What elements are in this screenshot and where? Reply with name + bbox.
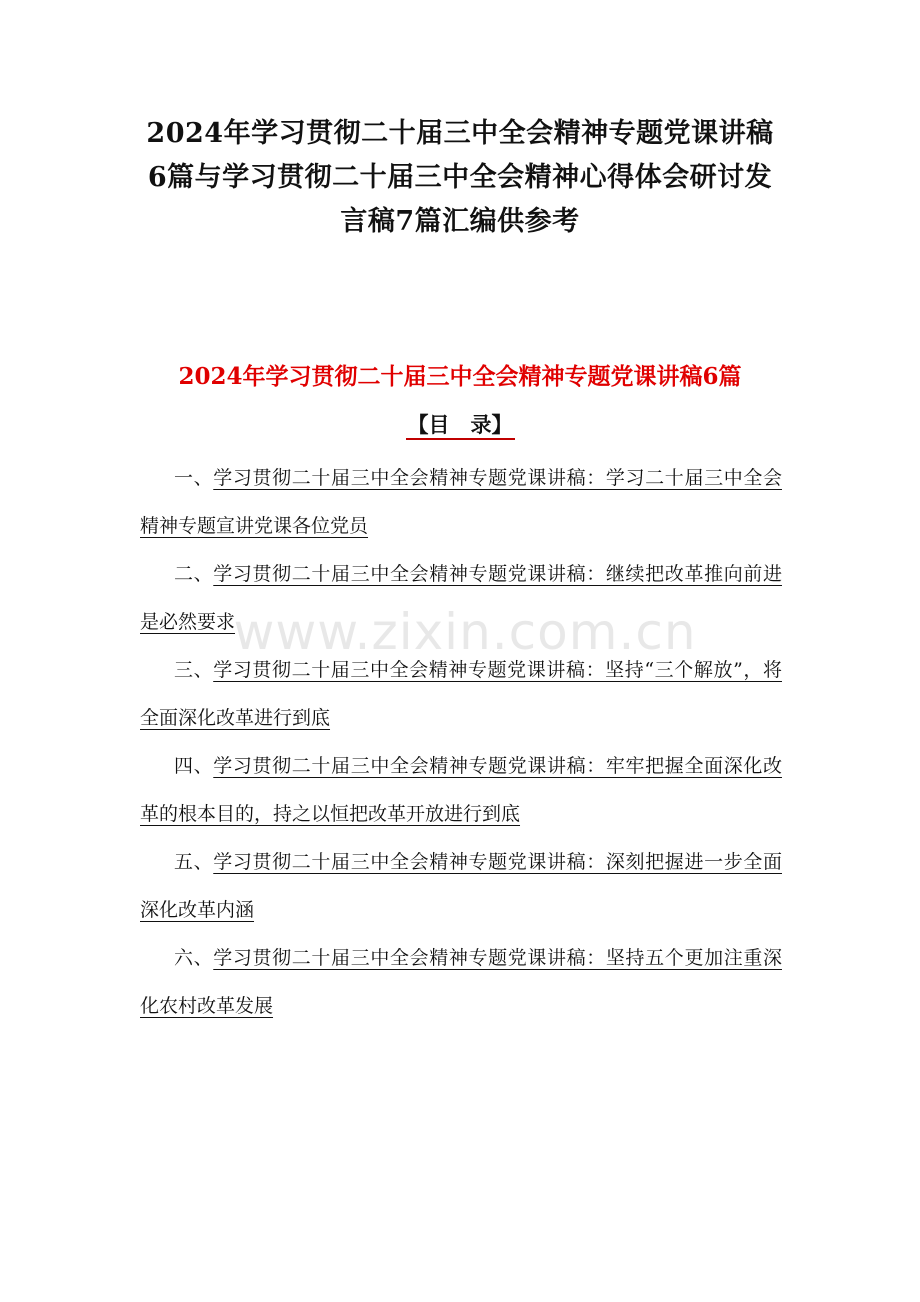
toc-item-link[interactable]: 学习贯彻二十届三中全会精神专题党课讲稿：坚持五个更加注重深化农村改革发展 (140, 947, 782, 1017)
watermark: www.zixin.com.cn (233, 603, 697, 661)
toc-item-link[interactable]: 学习贯彻二十届三中全会精神专题党课讲稿：学习二十届三中全会精神专题宣讲党课各位党员 (140, 467, 782, 537)
section-heading: 2024年学习贯彻二十届三中全会精神专题党课讲稿6篇 (178, 363, 742, 390)
toc-item-link[interactable]: 学习贯彻二十届三中全会精神专题党课讲稿：坚持“三个解放”，将全面深化改革进行到底 (140, 659, 782, 729)
toc-item-2 (140, 550, 782, 646)
table-of-contents (140, 454, 782, 1030)
toc-item-link[interactable]: 学习贯彻二十届三中全会精神专题党课讲稿：继续把改革推向前进是必然要求 (140, 563, 782, 633)
toc-item-number: 五、 (174, 851, 214, 873)
toc-item-link[interactable]: 学习贯彻二十届三中全会精神专题党课讲稿：牢牢把握全面深化改革的根本目的，持之以恒把改革开放进行到底 (140, 755, 782, 825)
title-line-3: 言稿7篇汇编供参考 (340, 206, 580, 237)
document-title (120, 112, 800, 244)
toc-item-6 (140, 934, 782, 1030)
toc-item-number: 一、 (174, 467, 214, 489)
toc-label (400, 410, 520, 440)
toc-item-4 (140, 742, 782, 838)
toc-item-1 (140, 454, 782, 550)
toc-item-number: 六、 (174, 947, 214, 969)
toc-item-link[interactable]: 学习贯彻二十届三中全会精神专题党课讲稿：深刻把握进一步全面深化改革内涵 (140, 851, 782, 921)
title-line-2: 6篇与学习贯彻二十届三中全会精神心得体会研讨发 (147, 162, 773, 193)
toc-item-number: 四、 (174, 755, 214, 777)
toc-item-number: 二、 (174, 563, 214, 585)
toc-item-3 (140, 646, 782, 742)
toc-item-5 (140, 838, 782, 934)
toc-label-text: 【目 录】 (406, 412, 515, 440)
toc-item-number: 三、 (174, 659, 214, 681)
title-line-1: 2024年学习贯彻二十届三中全会精神专题党课讲稿 (146, 118, 774, 149)
